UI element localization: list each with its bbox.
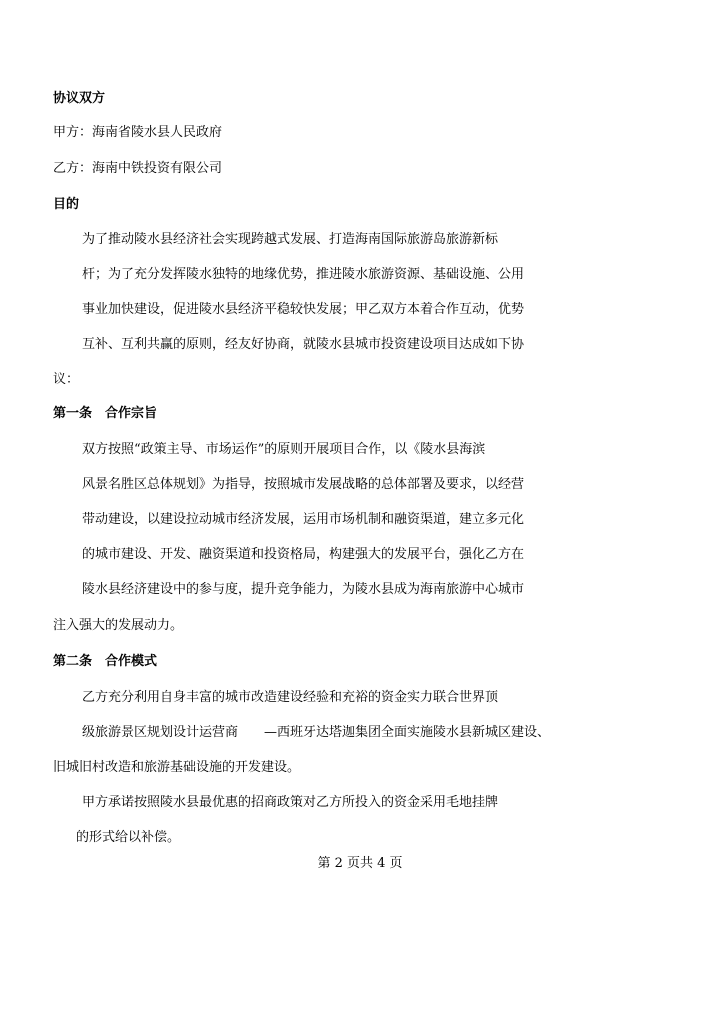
purpose-line: 杆；为了充分发挥陵水独特的地缘优势，推进陵水旅游资源、基础设施、公用 — [82, 267, 525, 282]
party-a: 甲方：海南省陵水县人民政府 — [53, 125, 223, 140]
article-1-line: 风景名胜区总体规划》为指导，按照城市发展战略的总体部署及要求，以经营 — [82, 477, 525, 492]
party-b: 乙方：海南中铁投资有限公司 — [53, 161, 223, 176]
purpose-line: 事业加快建设，促进陵水县经济平稳较快发展；甲乙双方本着合作互动，优势 — [82, 302, 525, 317]
article-1-line: 注入强大的发展动力。 — [53, 618, 184, 633]
purpose-line: 议： — [53, 372, 80, 387]
section-heading-purpose: 目的 — [53, 197, 80, 212]
section-heading-parties: 协议双方 — [53, 91, 106, 106]
page-footer: 第 2 页共 4 页 — [317, 856, 403, 871]
article-2-line: 的形式给以补偿。 — [76, 830, 181, 845]
purpose-line: 为了推动陵水县经济社会实现跨越式发展、打造海南国际旅游岛旅游新标 — [82, 232, 499, 247]
article-2-line: 级旅游景区规划设计运营商 —西班牙达塔迦集团全面实施陵水县新城区建设、 — [82, 725, 551, 740]
article-2-line: 甲方承诺按照陵水县最优惠的招商政策对乙方所投入的资金采用毛地挂牌 — [82, 795, 499, 810]
article-1-line: 带动建设，以建设拉动城市经济发展，运用市场机制和融资渠道，建立多元化 — [82, 512, 525, 527]
purpose-line: 互补、互利共赢的原则，经友好协商，就陵水县城市投资建设项目达成如下协 — [82, 337, 525, 352]
article-1-line: 陵水县经济建设中的参与度，提升竞争能力，为陵水县成为海南旅游中心城市 — [82, 582, 525, 597]
article-2-title: 第二条 合作模式 — [53, 654, 158, 669]
article-2-line: 乙方充分利用自身丰富的城市改造建设经验和充裕的资金实力联合世界顶 — [82, 690, 499, 705]
article-1-line: 双方按照“政策主导、市场运作”的原则开展项目合作，以《陵水县海滨 — [82, 442, 486, 457]
article-2-line: 旧城旧村改造和旅游基础设施的开发建设。 — [53, 760, 301, 775]
article-1-line: 的城市建设、开发、融资渠道和投资格局，构建强大的发展平台，强化乙方在 — [82, 547, 525, 562]
article-1-title: 第一条 合作宗旨 — [53, 406, 158, 421]
